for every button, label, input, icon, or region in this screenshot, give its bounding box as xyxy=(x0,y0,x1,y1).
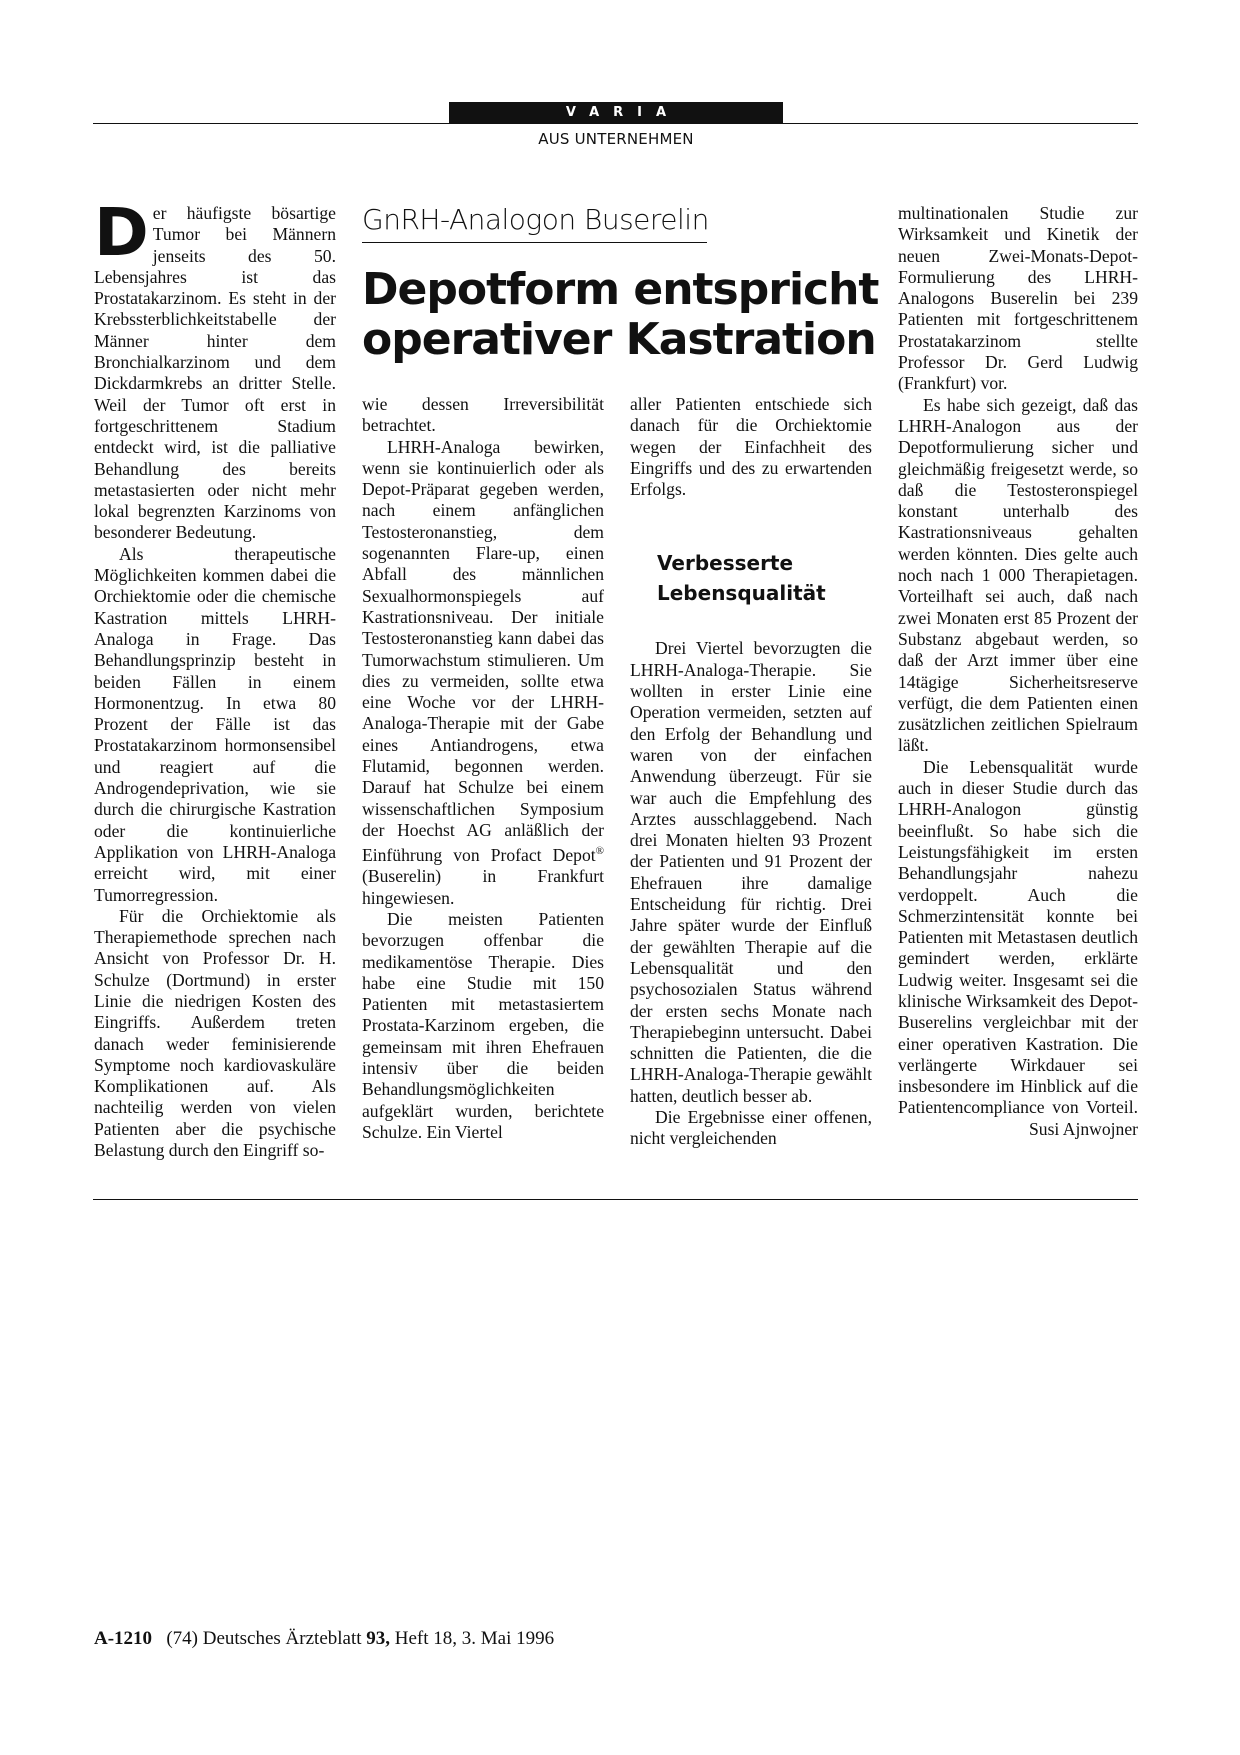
registered-mark: ® xyxy=(595,845,604,858)
subheading-line: Lebensqualität xyxy=(657,581,826,606)
lead-paragraph xyxy=(94,194,336,544)
drop-cap: D xyxy=(94,194,149,271)
paragraph: Als therapeutische Möglichkeiten kommen dabei die Orchiektomie oder die chemische Kastration mittels LHRH-Analoga in Frage. Das Behandlungsprinzip besteht in beiden Fällen in einem Hormonentzug. In etwa 80 Prozent der Fälle ist das Prostatakarzinom hormonsensibel und reagiert auf die Androgendeprivation, wie sie durch die chirurgische Kastration oder die kontinuierliche Applikation von LHRH-Analoga erreicht wird, mit einer Tumorregression. xyxy=(94,543,336,905)
page-footer xyxy=(94,1628,554,1650)
paragraph: Drei Viertel bevorzugten die LHRH-Analoga-Therapie. Sie wollten in erster Linie eine Operation vermeiden, setzten auf den Erfolg der Behandlung und waren von der einfachen Anwendung überzeugt. Für sie war auch die Empfehlung des Arztes ausschlaggebend. Nach drei Monaten hielten 93 Prozent der Patienten und 91 Prozent der Ehefrauen ihre damalige Entscheidung für richtig. Drei Jahre später wurde der Einfluß der gewählten Therapie auf die Lebensqualität und den psychosozialen Status während der ersten sechs Monate nach Therapiebeginn untersucht. Dabei schnitten die Patienten, die die LHRH-Analoga-Therapie gewählt hatten, deutlich besser ab. xyxy=(630,638,872,1106)
paragraph xyxy=(898,756,1138,1139)
article-column-2 xyxy=(362,394,604,1143)
paragraph: Die Ergebnisse einer offenen, nicht vergleichenden xyxy=(630,1107,872,1149)
page-code: A-1210 xyxy=(94,1628,153,1649)
article-column-3 xyxy=(630,394,872,1150)
category-label: VARIA xyxy=(565,105,681,120)
article-column-1 xyxy=(94,194,336,1161)
paragraph xyxy=(362,437,604,909)
paragraph: multinationalen Studie zur Wirksamkeit und Kinetik der neuen Zwei-Monats-Depot-Formulierung des LHRH-Analogons Buserelin bei 239 Patienten mit fortgeschrittenem Prostatakarzinom stellte Professor Dr. Gerd Ludwig (Frankfurt) vor. xyxy=(898,203,1138,394)
section-label: AUS UNTERNEHMEN xyxy=(538,130,694,148)
lead-text: er häufigste bösartige Tumor bei Männern jenseits des 50. Lebensjahres ist das Prostatakarzinom. Es steht in der Krebssterblichkeitstabelle der Männer hinter dem Bronchialkarzinom und dem Dickdarmkrebs an dritter Stelle. Weil der Tumor oft erst in fortgeschrittenem Stadium entdeckt wird, ist die palliative Behandlung des bereits metastasierten oder nicht mehr lokal begrenzten Karzinoms von besonderer Bedeutung. xyxy=(94,203,336,543)
paragraph: Es habe sich gezeigt, daß das LHRH-Analogon aus der Depotformulierung sicher und gleichmäßig freigesetzt werde, so daß die Testosteronspiegel konstant unterhalb des Kastrationsniveaus gehalten werden könnten. Dies gelte auch noch nach 1 000 Therapietagen. Vorteilhaft sei auch, daß nach zwei Monaten erst 85 Prozent der Substanz abgebaut werden, so daß der Arzt immer über eine 14tägige Sicherheitsreserve verfügt, die dem Patienten einen zusätzlichen zeitlichen Spielraum läßt. xyxy=(898,394,1138,756)
paragraph: Für die Orchiektomie als Therapiemethode sprechen nach Ansicht von Professor Dr. H. Schulze (Dortmund) in erster Linie die niedrigen Kosten des Eingriffs. Außerdem treten danach weder feminisierende Symptome noch kardiovaskuläre Komplikationen auf. Als nachteilig werden von vielen Patienten aber die psychische Belastung durch den Eingriff so- xyxy=(94,905,336,1161)
paragraph: wie dessen Irreversibilität betrachtet. xyxy=(362,394,604,436)
journal-issue: Heft 18, 3. Mai 1996 xyxy=(394,1628,555,1649)
footer-rule xyxy=(93,1199,1138,1200)
page-number: (74) xyxy=(166,1628,198,1649)
subheading xyxy=(657,548,872,608)
paragraph-text: LHRH-Analoga bewirken, wenn sie kontinuierlich oder als Depot-Präparat gegeben werden, nach einem anfänglichen Testosteronanstieg, dem sogenannten Flare-up, einen Abfall des männlichen Sexualhormonspiegels auf Kastrationsniveau. Der initiale Testosteronanstieg kann dabei das Tumorwachstum stimulieren. Um dies zu vermeiden, sollte etwa eine Woche vor der LHRH-Analoga-Therapie mit der Gabe eines Antiandrogens, etwa Flutamid, begonnen werden. Darauf hat Schulze bei einem wissenschaftlichen Symposium der Hoechst AG anläßlich der Einführung von Profact Depot xyxy=(362,436,604,866)
paragraph: Die meisten Patienten bevorzugen offenbar die medikamentöse Therapie. Dies habe eine Studie mit 150 Patienten mit metastasiertem Prostata-Karzinom ergeben, die gemeinsam mit ihren Ehefrauen intensiv über die beiden Behandlungsmöglichkeiten aufgeklärt wurden, berichtete Schulze. Ein Viertel xyxy=(362,908,604,1142)
author-byline: Susi Ajnwojner xyxy=(1029,1118,1138,1139)
journal-name: Deutsches Ärzteblatt xyxy=(202,1628,362,1649)
article-headline: Depotform entspricht operativer Kastration xyxy=(362,264,879,365)
article-kicker: GnRH-Analogon Buserelin xyxy=(362,202,707,243)
paragraph-text: Die Lebensqualität wurde auch in dieser Studie durch das LHRH-Analogon günstig beeinflußt. So habe sich die Leistungsfähigkeit im ersten Behandlungsjahr nahezu verdoppelt. Auch die Schmerzintensität konnte bei Patienten mit Metastasen deutlich gemindert werden, erklärte Ludwig weiter. Insgesamt sei die klinische Wirksamkeit des Depot-Buserelins vergleichbar mit der einer operativen Kastration. Die verlängerte Wirkdauer sei insbesondere im Hinblick auf die Patientencompliance von Vorteil. xyxy=(898,756,1138,1118)
paragraph-text: (Buserelin) in Frankfurt hingewiesen. xyxy=(362,866,604,908)
journal-volume: 93, xyxy=(366,1628,391,1649)
header-rule xyxy=(93,123,1138,124)
article-column-4 xyxy=(898,203,1138,1140)
subheading-line: Verbesserte xyxy=(657,551,794,576)
paragraph: aller Patienten entschiede sich danach für die Orchiektomie wegen der Einfachheit des Eingriffs und des zu erwartenden Erfolgs. xyxy=(630,394,872,500)
category-banner xyxy=(449,102,783,123)
